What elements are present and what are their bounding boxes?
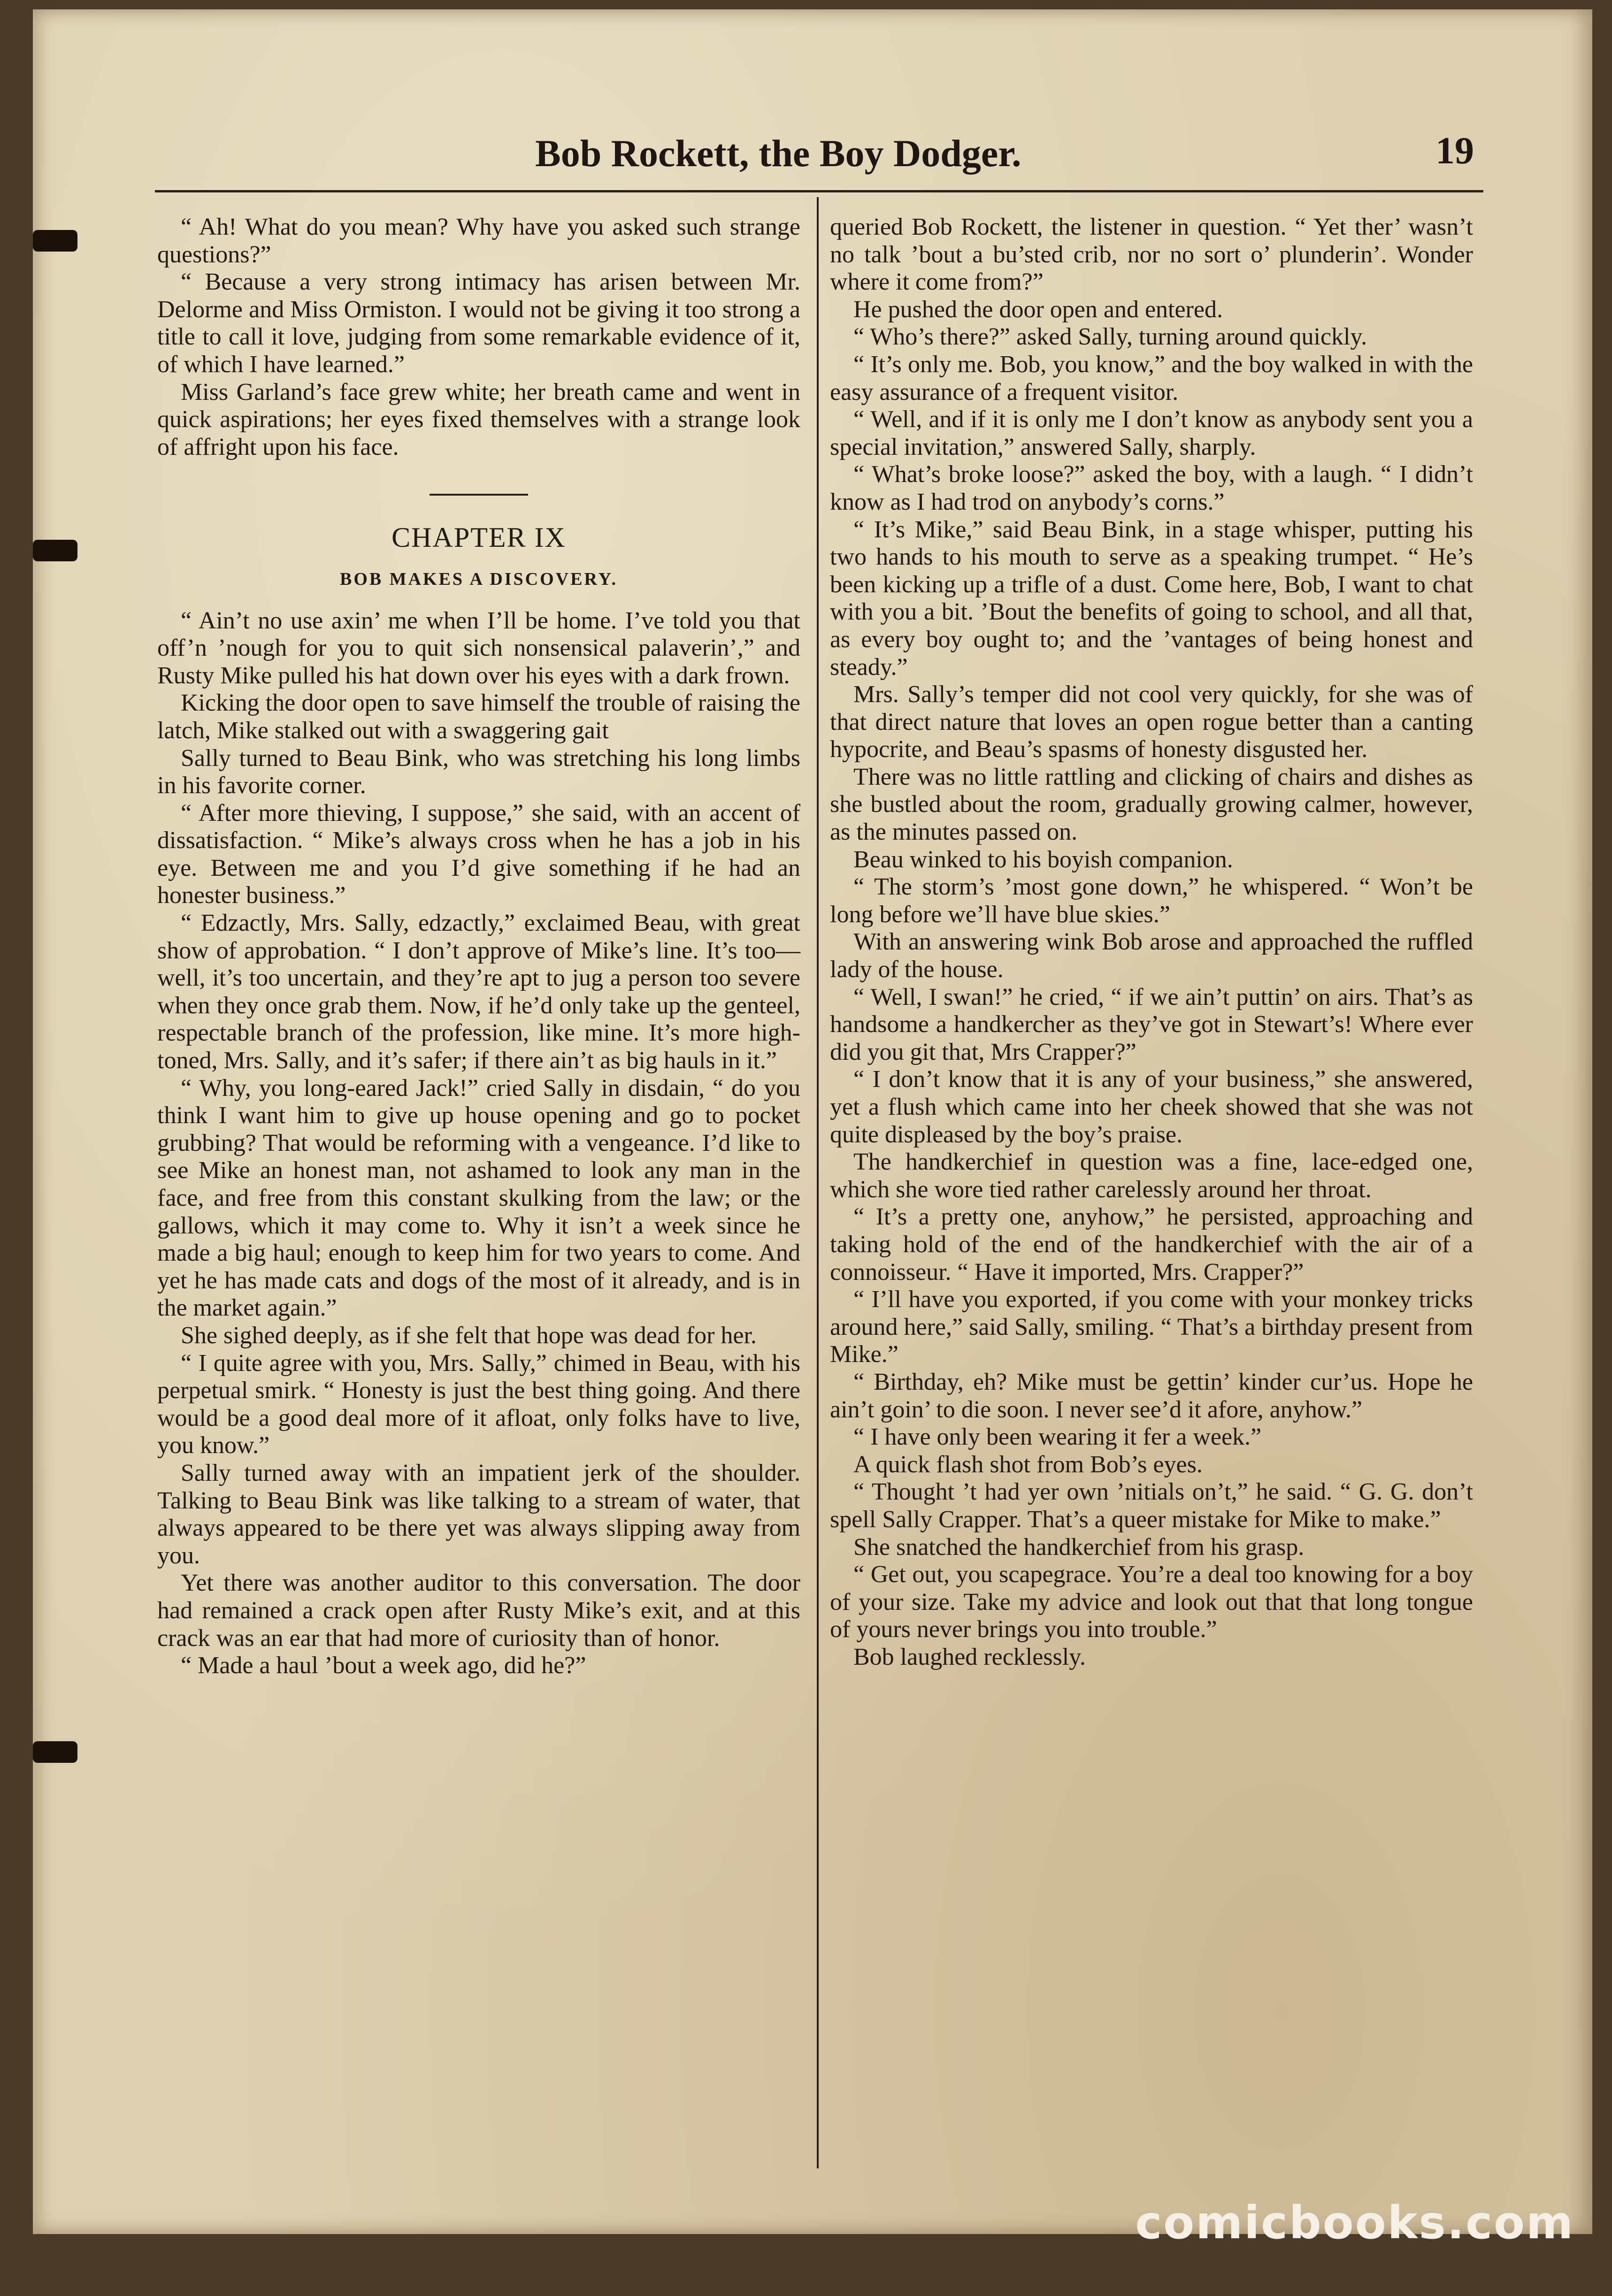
paragraph: A quick flash shot from Bob’s eyes. [853,1451,1203,1478]
left-column [157,214,800,1680]
paragraph: “ After more thieving, I suppose,” she said, with an accent of dissatisfaction. “ Mike’s always cross when he has a job in his eye. Between me and you I’d give something if he had an honester business.” [157,799,800,909]
column-divider [817,197,819,2168]
right-column [830,214,1473,1671]
paragraph: She snatched the handkerchief from his grasp. [853,1533,1305,1561]
paragraph: Mrs. Sally’s temper did not cool very quickly, for she was of that direct nature that loves an open rogue better than a canting hypocrite, and Beau’s spasms of honesty disgusted her. [830,681,1473,763]
paragraph: “ The storm’s ’most gone down,” he whispered. “ Won’t be long before we’ll have blue skies.” [830,873,1473,928]
paragraph: Beau winked to his boyish companion. [853,846,1233,873]
paragraph: Kicking the door open to save himself the trouble of raising the latch, Mike stalked out with a swaggering gait [157,689,800,744]
paragraph: Bob laughed recklessly. [853,1643,1086,1670]
paragraph: There was no little rattling and clicking of chairs and dishes as she bustled about the room, gradually growing calmer, however, as the minutes passed on. [830,763,1473,846]
paragraph: “ I don’t know that it is any of your business,” she answered, yet a flush which came into her cheek showed that she was not quite displeased by the boy’s praise. [830,1066,1473,1148]
paragraph: “ Get out, you scapegrace. You’re a deal too knowing for a boy of your size. Take my advice and look out that that long tongue of yours never brings you into trouble.” [830,1561,1473,1643]
paragraph: With an answering wink Bob arose and approached the ruffled lady of the house. [830,928,1473,983]
paragraph: “ Birthday, eh? Mike must be gettin’ kinder cur’us. Hope he ain’t goin’ to die soon. I never see’d it afore, anyhow.” [830,1368,1473,1423]
paragraph: “ Why, you long-eared Jack!” cried Sally in disdain, “ do you think I want him to give up house opening and go to pocket grubbing? That would be reforming with a vengeance. I’d like to see Mike an honest man, not ashamed to look any man in the face, and free from this constant skulking from the law; or the gallows, which it may come to. Why it isn’t a week since he made a big haul; enough to keep him for two years to come. And yet he has made cats and dogs of the most of it already, and is in the market again.” [157,1074,800,1322]
paragraph: “ Well, I swan!” he cried, “ if we ain’t puttin’ on airs. That’s as handsome a handkercher as they’ve got in Stewart’s! Where ever did you git that, Mrs Crapper?” [830,983,1473,1065]
paragraph: “ Well, and if it is only me I don’t know as anybody sent you a special invitation,” answered Sally, sharply. [830,406,1473,460]
paragraph: “ What’s broke loose?” asked the boy, with a laugh. “ I didn’t know as I had trod on anybody’s corns.” [830,461,1473,515]
paragraph: “ I’ll have you exported, if you come with your monkey tricks around here,” said Sally, smiling. “ That’s a birthday present from Mike.” [830,1286,1473,1368]
paragraph: “ I have only been wearing it fer a week.” [853,1424,1262,1451]
binding-mark [33,230,77,252]
paragraph: The handkerchief in question was a fine, lace-edged one, which she wore tied rather carelessly around her throat. [830,1148,1473,1203]
chapter-subtitle: BOB MAKES A DISCOVERY. [339,569,618,589]
paragraph: “ Thought ’t had yer own ’nitials on’t,” he said. “ G. G. don’t spell Sally Crapper. That’s a queer mistake for Mike to make.” [830,1478,1473,1533]
page-number: 19 [1435,129,1474,172]
paragraph: “ Made a haul ’bout a week ago, did he?” [181,1652,586,1679]
site-watermark: comicbooks.com [1135,2197,1574,2249]
section-rule [430,494,528,496]
paragraph: “ Who’s there?” asked Sally, turning around quickly. [853,323,1367,351]
paragraph: “ Ain’t no use axin’ me when I’ll be home. I’ve told you that off’n ’nough for you to quit sich nonsensical palaverin’,” and Rusty Mike pulled his hat down over his eyes with a dark frown. [157,607,800,689]
paragraph: “ Because a very strong intimacy has arisen between Mr. Delorme and Miss Ormiston. I would not be giving it too strong a title to call it love, judging from some remarkable evidence of it, of which I have learned.” [157,268,800,378]
paragraph: “ It’s only me. Bob, you know,” and the boy walked in with the easy assurance of a frequent visitor. [830,351,1473,406]
binding-mark [33,540,77,561]
paragraph: Sally turned to Beau Bink, who was stretching his long limbs in his favorite corner. [157,744,800,799]
paragraph: “ Edzactly, Mrs. Sally, edzactly,” exclaimed Beau, with great show of approbation. “ I don’t approve of Mike’s line. It’s too—well, it’s too uncertain, and they’re apt to jug a person too severe when they once grab them. Now, if he’d only take up the genteel, respectable branch of the profession, like mine. It’s more high-toned, Mrs. Sally, and it’s safer; if there ain’t as big hauls in it.” [157,910,800,1074]
paragraph: She sighed deeply, as if she felt that hope was dead for her. [181,1322,757,1349]
running-header [155,117,1483,197]
paragraph: queried Bob Rockett, the listener in question. “ Yet ther’ wasn’t no talk ’bout a bu’sted crib, nor no sort o’ plunderin’. Wonder where it come from?” [830,214,1473,296]
paragraph: “ Ah! What do you mean? Why have you asked such strange questions?” [157,214,800,268]
paragraph: Sally turned away with an impatient jerk of the shoulder. Talking to Beau Bink was like talking to a stream of water, that always appeared to be there yet was always slipping away from you. [157,1459,800,1569]
paragraph: “ I quite agree with you, Mrs. Sally,” chimed in Beau, with his perpetual smirk. “ Honesty is just the best thing going. And there would be a good deal more of it afloat, only folks have to live, you know.” [157,1349,800,1459]
paragraph: “ It’s Mike,” said Beau Bink, in a stage whisper, putting his two hands to his mouth to serve as a speaking trumpet. “ He’s been kicking up a trifle of a dust. Come here, Bob, I want to chat with you a bit. ’Bout the benefits of going to school, and all that, as every boy ought to; and the ’vantages of being honest and steady.” [830,516,1473,681]
paragraph: Yet there was another auditor to this conversation. The door had remained a crack open after Rusty Mike’s exit, and at this crack was an ear that had more of curiosity than of honor. [157,1569,800,1652]
paragraph: “ It’s a pretty one, anyhow,” he persisted, approaching and taking hold of the end of the handkerchief with the air of a connoisseur. “ Have it imported, Mrs. Crapper?” [830,1203,1473,1286]
paragraph: He pushed the door open and entered. [853,296,1223,323]
chapter-title: CHAPTER IX [391,522,566,553]
binding-mark [33,1741,77,1763]
header-rule [155,190,1483,192]
paragraph: Miss Garland’s face grew white; her breath came and went in quick aspirations; her eyes fixed themselves with a strange look of affright upon his face. [157,378,800,460]
running-title: Bob Rockett, the Boy Dodger. [535,132,1021,175]
